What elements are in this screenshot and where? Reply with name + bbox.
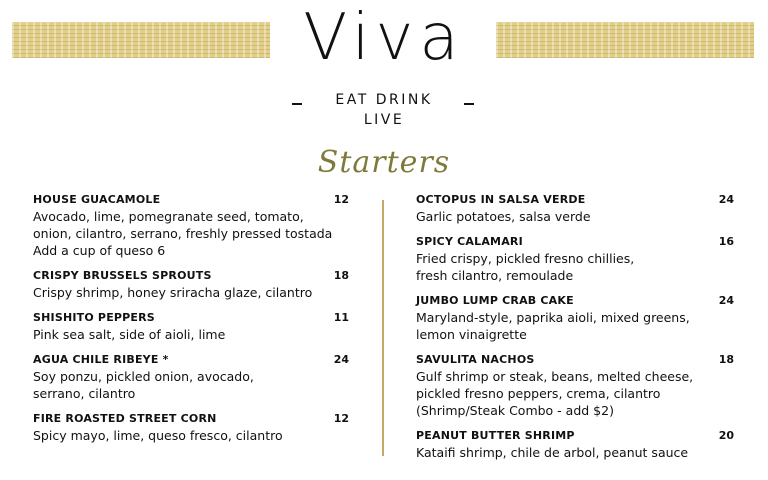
tagline xyxy=(0,90,768,130)
menu-column-right xyxy=(416,192,734,470)
menu-item-name: OCTOPUS IN SALSA VERDE xyxy=(416,193,586,206)
menu-item-price: 24 xyxy=(333,353,349,366)
menu-item-desc: pickled fresno peppers, crema, cilantro xyxy=(416,386,661,401)
menu-item-price: 20 xyxy=(718,429,734,442)
menu-item-name: SHISHITO PEPPERS xyxy=(33,311,155,324)
menu-item-desc: Maryland-style, paprika aioli, mixed greens, xyxy=(416,310,690,325)
menu-item xyxy=(416,192,734,225)
menu-item xyxy=(416,352,734,419)
column-divider xyxy=(382,200,384,456)
menu-item-desc: Add a cup of queso 6 xyxy=(33,243,166,258)
menu-item-desc: lemon vinaigrette xyxy=(416,327,527,342)
menu-item xyxy=(416,293,734,343)
menu-item-desc: onion, cilantro, serrano, freshly pressed tostada xyxy=(33,226,333,241)
menu-item-price: 12 xyxy=(333,193,349,206)
menu-item xyxy=(416,428,734,461)
menu-item-desc: Crispy shrimp, honey sriracha glaze, cilantro xyxy=(33,285,313,300)
restaurant-logo: Viva xyxy=(303,1,465,75)
tagline-line-1: EAT DRINK xyxy=(335,92,433,108)
menu-item xyxy=(33,310,349,343)
menu-item-price: 11 xyxy=(333,311,349,324)
menu-item-desc: Garlic potatoes, salsa verde xyxy=(416,209,591,224)
menu-item xyxy=(416,234,734,284)
menu-item-name: HOUSE GUACAMOLE xyxy=(33,193,161,206)
menu-column-left xyxy=(33,192,349,453)
menu-item-desc: Avocado, lime, pomegranate seed, tomato, xyxy=(33,209,304,224)
menu-item xyxy=(33,352,349,402)
menu-item-price: 24 xyxy=(718,193,734,206)
menu-item-price: 18 xyxy=(718,353,734,366)
menu-item-name: CRISPY BRUSSELS SPROUTS xyxy=(33,269,212,282)
menu-item-desc: Soy ponzu, pickled onion, avocado, xyxy=(33,369,254,384)
menu-item-price: 12 xyxy=(333,412,349,425)
menu-item-desc: fresh cilantro, remoulade xyxy=(416,268,574,283)
menu-item-name: SPICY CALAMARI xyxy=(416,235,523,248)
menu-item-desc: Pink sea salt, side of aioli, lime xyxy=(33,327,226,342)
menu-item-desc: Fried crispy, pickled fresno chillies, xyxy=(416,251,635,266)
menu-item-name: FIRE ROASTED STREET CORN xyxy=(33,412,217,425)
menu-item-price: 18 xyxy=(333,269,349,282)
section-title: Starters xyxy=(317,145,451,180)
menu-item-price: 24 xyxy=(718,294,734,307)
tagline-line-2: LIVE xyxy=(363,112,405,128)
menu-item-price: 16 xyxy=(718,235,734,248)
menu-item-name: JUMBO LUMP CRAB CAKE xyxy=(416,294,574,307)
menu-item-desc: Gulf shrimp or steak, beans, melted cheese, xyxy=(416,369,694,384)
menu-item-desc: serrano, cilantro xyxy=(33,386,136,401)
menu-item xyxy=(33,192,349,259)
menu-item-desc: Spicy mayo, lime, queso fresco, cilantro xyxy=(33,428,283,443)
menu-item xyxy=(33,411,349,444)
menu-item-desc: (Shrimp/Steak Combo - add $2) xyxy=(416,403,614,418)
menu-item-name: AGUA CHILE RIBEYE * xyxy=(33,353,169,366)
menu-item-name: PEANUT BUTTER SHRIMP xyxy=(416,429,575,442)
menu-item-desc: Kataifi shrimp, chile de arbol, peanut sauce xyxy=(416,445,689,460)
menu-item xyxy=(33,268,349,301)
menu-item-name: SAVULITA NACHOS xyxy=(416,353,535,366)
